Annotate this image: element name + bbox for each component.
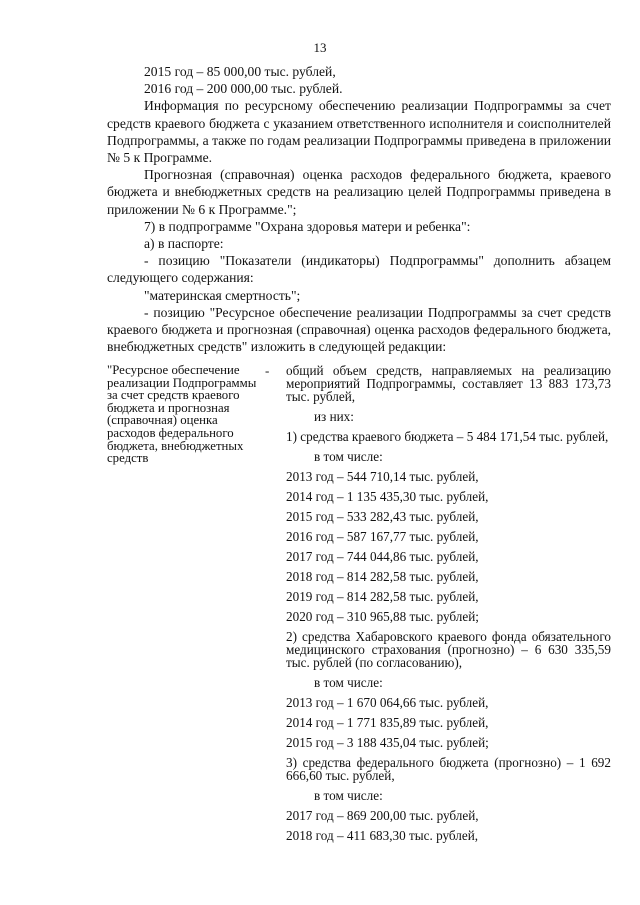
content-line: 2014 год – 1 135 435,30 тыс. рублей, (286, 489, 489, 504)
position-name: "Ресурсное обеспечение реализации Подпрограммы за счет средств краевого бюджета и прогнозная (справочная) оценка расходов федерального бюджета, внебюджетных средств (107, 363, 257, 466)
content-line: в том числе: (314, 675, 383, 690)
document-body (107, 63, 611, 355)
intro-line: 2016 год – 200 000,00 тыс. рублей. (144, 81, 343, 97)
content-line: 2014 год – 1 771 835,89 тыс. рублей, (286, 715, 489, 730)
content-line: 2018 год – 814 282,58 тыс. рублей, (286, 569, 479, 584)
content-line: общий объем средств, направляемых на реализацию мероприятий Подпрограммы, составляет 13 883 173,73 тыс. рублей, (286, 363, 611, 404)
paragraph: - позицию "Показатели (индикаторы) Подпрограммы" дополнить абзацем следующего содержания: (107, 253, 611, 286)
content-line: 2018 год – 411 683,30 тыс. рублей, (286, 828, 479, 843)
paragraph: - позицию "Ресурсное обеспечение реализации Подпрограммы за счет средств краевого бюджета и прогнозная (справочная) оценка расходов федерального бюджета, внебюджетных средств" изложить в следующей редакции: (107, 304, 611, 355)
content-line: 2016 год – 587 167,77 тыс. рублей, (286, 529, 479, 544)
content-line: 2013 год – 544 710,14 тыс. рублей, (286, 469, 479, 484)
paragraph: Прогнозная (справочная) оценка расходов федерального бюджета, краевого бюджета и внебюджетных средств на реализацию целей Подпрограммы приведена в приложении № 6 к Программе."; (107, 167, 611, 217)
content-line: 2017 год – 744 044,86 тыс. рублей, (286, 549, 479, 564)
content-line: 1) средства краевого бюджета – 5 484 171,54 тыс. рублей, (286, 429, 609, 444)
content-line: 2) средства Хабаровского краевого фонда обязательного медицинского страхования (прогнозно) – 6 630 335,59 тыс. рублей (по согласованию), (286, 629, 611, 670)
content-line: 2020 год – 310 965,88 тыс. рублей; (286, 609, 479, 624)
position-dash: - (265, 363, 270, 378)
content-line: 2015 год – 533 282,43 тыс. рублей, (286, 509, 479, 524)
paragraph: "материнская смертность"; (144, 287, 301, 303)
content-line: 3) средства федерального бюджета (прогнозно) – 1 692 666,60 тыс. рублей, (286, 755, 611, 783)
page-number: 13 (313, 40, 327, 55)
paragraph: а) в паспорте: (144, 236, 224, 252)
intro-line: 2015 год – 85 000,00 тыс. рублей, (144, 64, 336, 79)
content-line: 2015 год – 3 188 435,04 тыс. рублей; (286, 735, 489, 750)
paragraph: Информация по ресурсному обеспечению реализации Подпрограммы за счет средств краевого бюджета с указанием ответственного исполнителя и соисполнителей Подпрограммы, а также по годам реализации Подпрограммы приведена в приложении № 5 к Программе. (107, 98, 611, 166)
content-line: 2019 год – 814 282,58 тыс. рублей, (286, 589, 479, 604)
paragraph: 7) в подпрограмме "Охрана здоровья матери и ребенка": (144, 218, 471, 234)
position-content (286, 364, 611, 849)
content-line: 2013 год – 1 670 064,66 тыс. рублей, (286, 695, 489, 710)
content-line: в том числе: (314, 449, 383, 464)
content-line: из них: (314, 409, 354, 424)
content-line: в том числе: (314, 788, 383, 803)
content-line: 2017 год – 869 200,00 тыс. рублей, (286, 808, 479, 823)
